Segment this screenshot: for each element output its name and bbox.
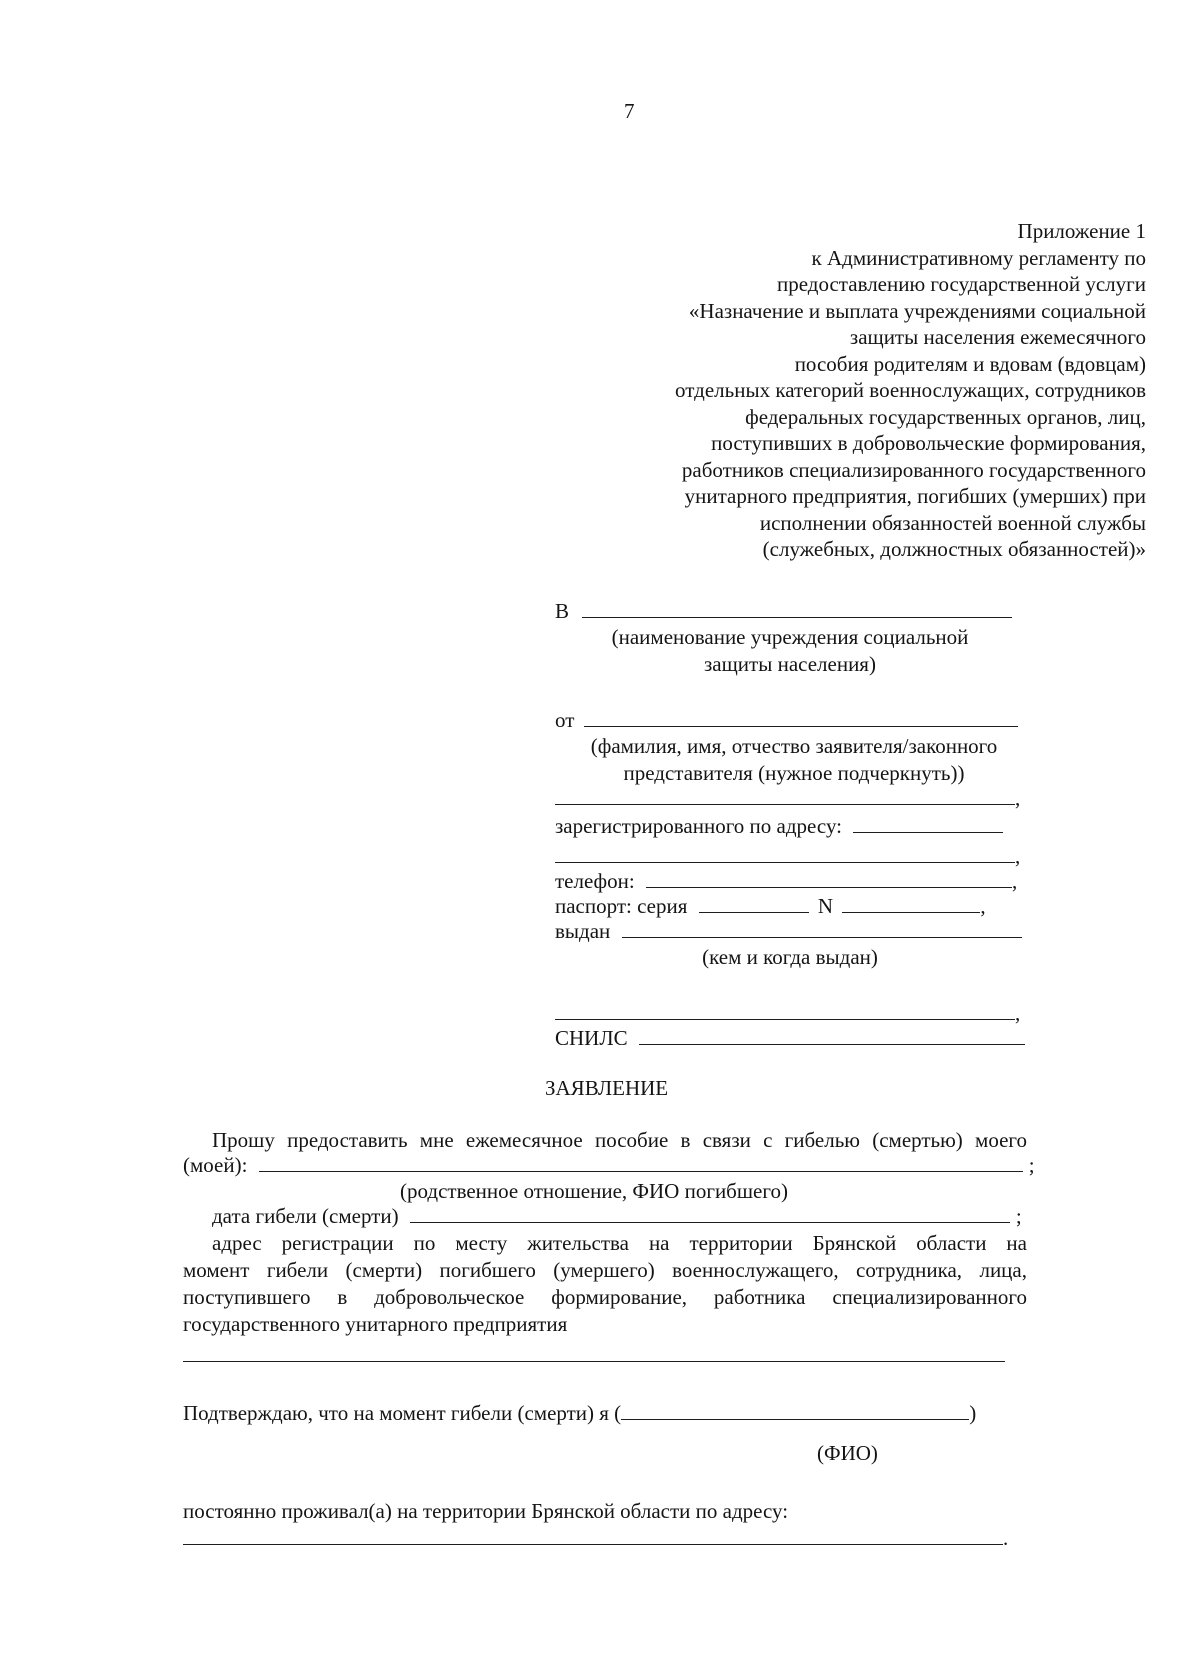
snils-label: СНИЛС xyxy=(555,1026,628,1050)
registered-address-field-2[interactable] xyxy=(555,843,1015,863)
annex-line: «Назначение и выплата учреждениями социальной xyxy=(688,298,1146,323)
death-date-row: дата гибели (смерти) ; xyxy=(212,1204,1022,1228)
confirm-fio-field[interactable] xyxy=(621,1400,969,1420)
request-line: Прошу предоставить мне ежемесячное пособие в связи с гибелью (смертью) моего xyxy=(212,1128,1027,1152)
page-number: 7 xyxy=(624,99,635,123)
from-row xyxy=(555,707,1018,734)
annex-line: Приложение 1 xyxy=(1017,219,1146,243)
snils-row xyxy=(555,1025,1025,1052)
passport-number-label: N xyxy=(817,894,834,918)
from-label: от xyxy=(555,708,575,732)
residence-row: . xyxy=(183,1525,1008,1552)
snils-field[interactable] xyxy=(639,1025,1025,1045)
institution-field[interactable] xyxy=(582,598,1012,618)
passport-row: паспорт: серия N , xyxy=(555,894,986,918)
annex-line: унитарного предприятия, погибших (умерших) при xyxy=(684,484,1146,508)
registered-address-continuation: , xyxy=(555,843,1020,870)
phone-row: телефон: , xyxy=(555,869,1018,893)
confirm-row: Подтверждаю, что на момент гибели (смерти) я ( ) xyxy=(183,1401,977,1425)
document-title: ЗАЯВЛЕНИЕ xyxy=(545,1076,669,1100)
annex-header xyxy=(675,218,1146,563)
registered-address-field[interactable] xyxy=(853,813,1003,833)
relation-label: (моей): xyxy=(183,1153,248,1177)
relation-caption: (родственное отношение, ФИО погибшего) xyxy=(400,1179,788,1203)
issued-row xyxy=(555,918,1022,945)
annex-line: федеральных государственных органов, лиц, xyxy=(745,404,1146,429)
annex-line: отдельных категорий военнослужащих, сотрудников xyxy=(675,378,1146,402)
passport-series-field[interactable] xyxy=(699,893,809,913)
fio-caption: (ФИО) xyxy=(817,1441,878,1465)
annex-line: предоставлению государственной услуги xyxy=(777,272,1146,296)
applicant-name-field[interactable] xyxy=(584,707,1018,727)
annex-line: пособия родителям и вдовам (вдовцам) xyxy=(794,351,1146,376)
passport-number-field[interactable] xyxy=(842,893,980,913)
residence-text: постоянно проживал(а) на территории Брянской области по адресу: xyxy=(183,1499,789,1523)
applicant-caption: (фамилия, имя, отчество заявителя/законного представителя (нужное подчеркнуть)) xyxy=(590,734,998,785)
passport-series-label: паспорт: серия xyxy=(555,894,688,918)
annex-line: поступивших в добровольческие формирования, xyxy=(711,431,1146,455)
address-text-line: момент гибели (смерти) погибшего (умершего) военнослужащего, сотрудника, лица, xyxy=(183,1258,1027,1282)
issued-field[interactable] xyxy=(622,918,1022,938)
annex-line: к Административному регламенту по xyxy=(811,245,1146,270)
death-date-field[interactable] xyxy=(410,1203,1010,1223)
annex-line: защиты населения ежемесячного xyxy=(849,325,1146,349)
residence-address-field[interactable] xyxy=(183,1525,1003,1545)
annex-line: (служебных, должностных обязанностей)» xyxy=(762,537,1146,561)
confirm-text: Подтверждаю, что на момент гибели (смерти) я ( xyxy=(183,1401,622,1425)
issued-field-2[interactable] xyxy=(555,1000,1015,1020)
phone-label: телефон: xyxy=(555,869,635,893)
to-row xyxy=(555,598,1012,625)
annex-line: работников специализированного государственного xyxy=(681,457,1146,482)
issued-caption: (кем и когда выдан) xyxy=(702,945,878,969)
address-text-line: поступившего в добровольческое формирование, работника специализированного xyxy=(183,1285,1027,1309)
address-text-line: адрес регистрации по месту жительства на территории Брянской области на xyxy=(212,1231,1027,1255)
phone-field[interactable] xyxy=(646,868,1012,888)
death-address-field[interactable] xyxy=(183,1342,1005,1362)
registered-label: зарегистрированного по адресу: xyxy=(555,814,842,838)
to-label: В xyxy=(555,599,570,623)
annex-line: исполнении обязанностей военной службы xyxy=(759,510,1146,535)
applicant-name-continuation: , xyxy=(555,785,1020,812)
issued-continuation: , xyxy=(555,1000,1020,1027)
institution-caption: (наименование учреждения социальной защиты населения) xyxy=(611,625,969,676)
applicant-name-field-2[interactable] xyxy=(555,785,1015,805)
relation-field[interactable] xyxy=(259,1152,1023,1172)
address-text-line: государственного унитарного предприятия xyxy=(183,1312,568,1336)
death-address-row xyxy=(183,1342,1005,1369)
registered-row xyxy=(555,813,1003,840)
relation-row: (моей): ; xyxy=(183,1153,1035,1177)
issued-label: выдан xyxy=(555,919,611,943)
death-date-label: дата гибели (смерти) xyxy=(212,1204,399,1228)
